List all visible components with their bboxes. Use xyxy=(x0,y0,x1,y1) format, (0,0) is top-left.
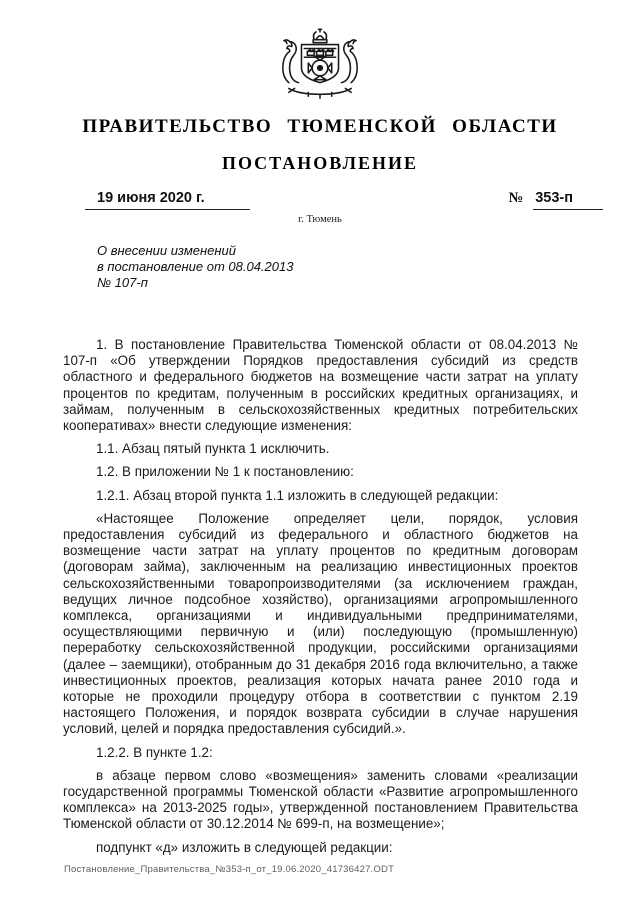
doc-type-title: ПОСТАНОВЛЕНИЕ xyxy=(221,153,419,173)
doc-date: 19 июня 2020 г. xyxy=(85,190,250,210)
doc-number xyxy=(509,190,603,210)
paragraph-1-2: 1.2. В приложении № 1 к постановлению: xyxy=(96,464,354,480)
doc-body xyxy=(63,337,578,856)
subject-line-2: в постановление от 08.04.2013 xyxy=(97,259,294,274)
coat-of-arms-icon xyxy=(270,28,370,106)
doc-subject xyxy=(97,243,640,291)
doc-place: г. Тюмень xyxy=(298,214,342,225)
org-name-title: ПРАВИТЕЛЬСТВО ТЮМЕНСКОЙ ОБЛАСТИ xyxy=(82,116,558,137)
paragraph-1-2-2: 1.2.2. В пункте 1.2: xyxy=(96,744,213,760)
paragraph-1-1: 1.1. Абзац пятый пункта 1 исключить. xyxy=(96,441,330,457)
paragraph-quoted-provision: «Настоящее Положение определяет цели, порядок, условия предоставления субсидий из федерального и областного бюджетов на возмещение части затрат на уплату процентов по кредитным договорам (договорам займа), заключенным на реализацию инвестиционных проектов сельскохозяйственными товаропроизводителями (за исключением граждан, ведущих личное подсобное хозяйство), организациями агропромышленного комплекса, организациями и индивидуальными предпринимателями, осуществляющими первичную и (или) последующую (промышленную) переработку сельскохозяйственной продукции, российскими организациями (далее – заемщики), отобранным до 31 декабря 2016 года включительно, а также инвестиционных проектов, реализация которых начата ранее 2010 года и которые не проходили процедуру отбора в соответствии с пунктом 2.19 настоящего Положения, и порядок возврата субсидии в случае нарушения условий, целей и порядка предоставления субсидий.». xyxy=(63,510,578,737)
number-value: 353-п xyxy=(533,190,603,210)
paragraph-1: 1. В постановление Правительства Тюменской области от 08.04.2013 № 107-п «Об утверждении Порядков предоставления субсидий из средств областного и федерального бюджетов на возмещение части затрат на уплату процентов по кредитам, полученным в российских кредитных организациях, и займам, полученным в сельскохозяйственных кредитных потребительских кооперативах» внести следующие изменения: xyxy=(63,337,578,434)
document-filename: Постановление_Правительства_№353-п_от_19.06.2020_41736427.ODT xyxy=(64,864,395,875)
number-sign: № xyxy=(508,190,524,206)
date-number-row xyxy=(85,190,603,210)
paragraph-1-2-1: 1.2.1. Абзац второй пункта 1.1 изложить в следующей редакции: xyxy=(96,487,499,503)
paragraph-amendment-wording: в абзаце первом слово «возмещения» заменить словами «реализации государственной программы Тюменской области «Развитие агропромышленного комплекса» на 2013-2025 годы», утвержденной постановлением Правительства Тюменской области от 30.12.2014 № 699-п, на возмещение»; xyxy=(63,767,578,832)
subject-line-3: № 107-п xyxy=(97,275,148,290)
subject-line-1: О внесении изменений xyxy=(97,243,236,258)
paragraph-subitem-d: подпункт «д» изложить в следующей редакции: xyxy=(96,839,393,855)
